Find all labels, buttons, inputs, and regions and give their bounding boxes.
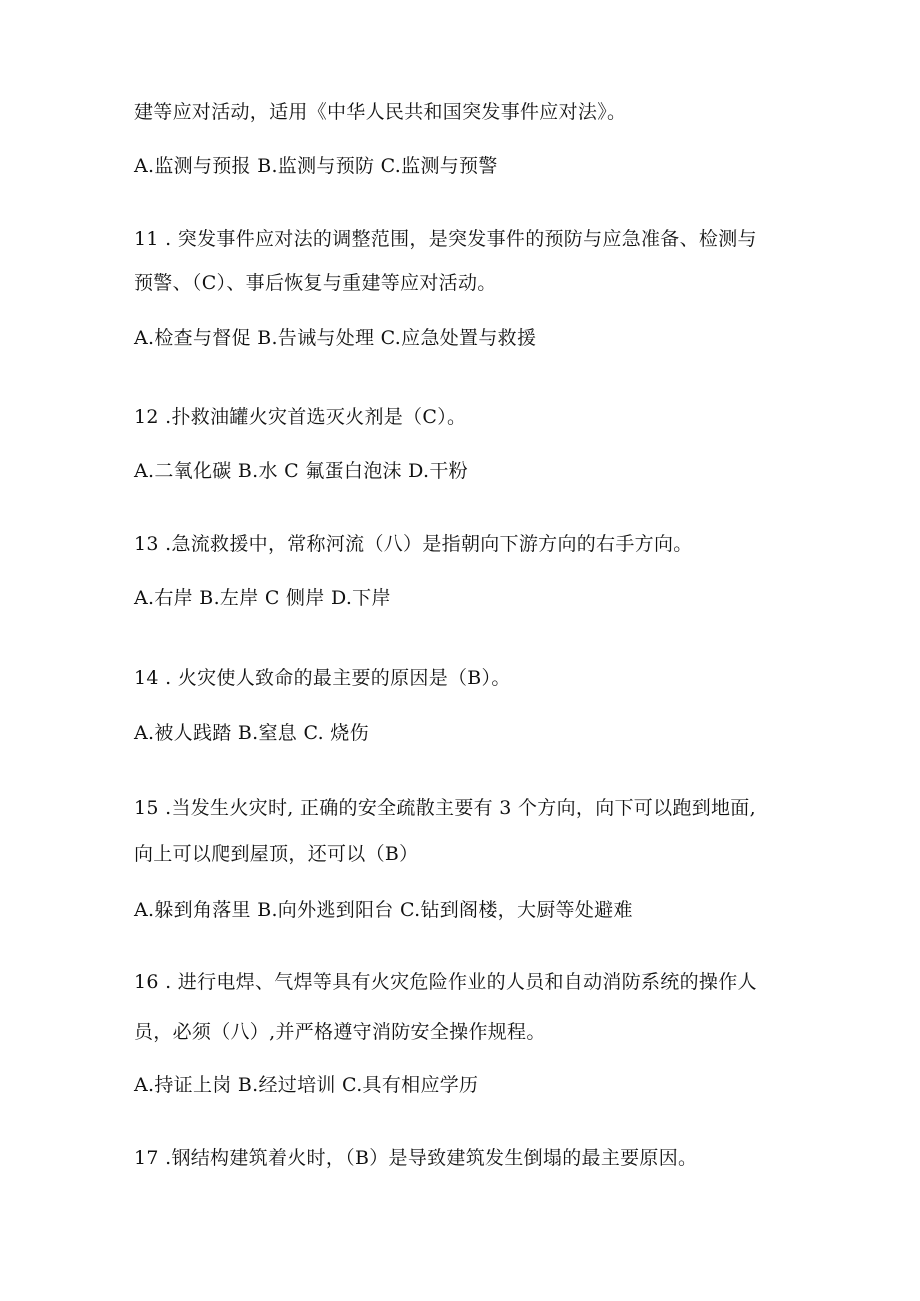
question-16-line-2: 员，必须（八）,并严格遵守消防安全操作规程。 xyxy=(134,1021,546,1043)
options-q15: A.躲到角落里 B.向外逃到阳台 C.钻到阁楼，大厨等处避难 xyxy=(134,899,633,921)
question-11-line-1: 11 . 突发事件应对法的调整范围，是突发事件的预防与应急准备、检测与 xyxy=(134,228,757,250)
question-16-line-1: 16 . 进行电焊、气焊等具有火灾危险作业的人员和自动消防系统的操作人 xyxy=(134,971,757,993)
question-17: 17 .钢结构建筑着火时，（B）是导致建筑发生倒塌的最主要原因。 xyxy=(134,1147,698,1169)
options-q14: A.被人践踏 B.窒息 C. 烧伤 xyxy=(134,722,369,744)
question-12: 12 .扑救油罐火灾首选灭火剂是（C）。 xyxy=(134,406,467,428)
question-15-line-2: 向上可以爬到屋顶，还可以（B） xyxy=(134,843,419,865)
options-q12: A.二氧化碳 B.水 C 氟蛋白泡沫 D.干粉 xyxy=(134,460,468,482)
options-q16: A.持证上岗 B.经过培训 C.具有相应学历 xyxy=(134,1074,479,1096)
options-q13: A.右岸 B.左岸 C 侧岸 D.下岸 xyxy=(134,587,391,609)
question-15-line-1: 15 .当发生火灾时, 正确的安全疏散主要有 3 个方向，向下可以跑到地面, xyxy=(134,797,756,819)
question-13: 13 .急流救援中，常称河流（八）是指朝向下游方向的右手方向。 xyxy=(134,533,693,555)
question-11-line-2: 预警、（C）、事后恢复与重建等应对活动。 xyxy=(134,272,497,294)
options-q11: A.检查与督促 B.告诫与处理 C.应急处置与救援 xyxy=(134,327,537,349)
text-line-q10-continuation: 建等应对活动，适用《中华人民共和国突发事件应对法》。 xyxy=(134,101,627,123)
question-14: 14 . 火灾使人致命的最主要的原因是（B）。 xyxy=(134,667,511,689)
options-q10: A.监测与预报 B.监测与预防 C.监测与预警 xyxy=(134,155,498,177)
